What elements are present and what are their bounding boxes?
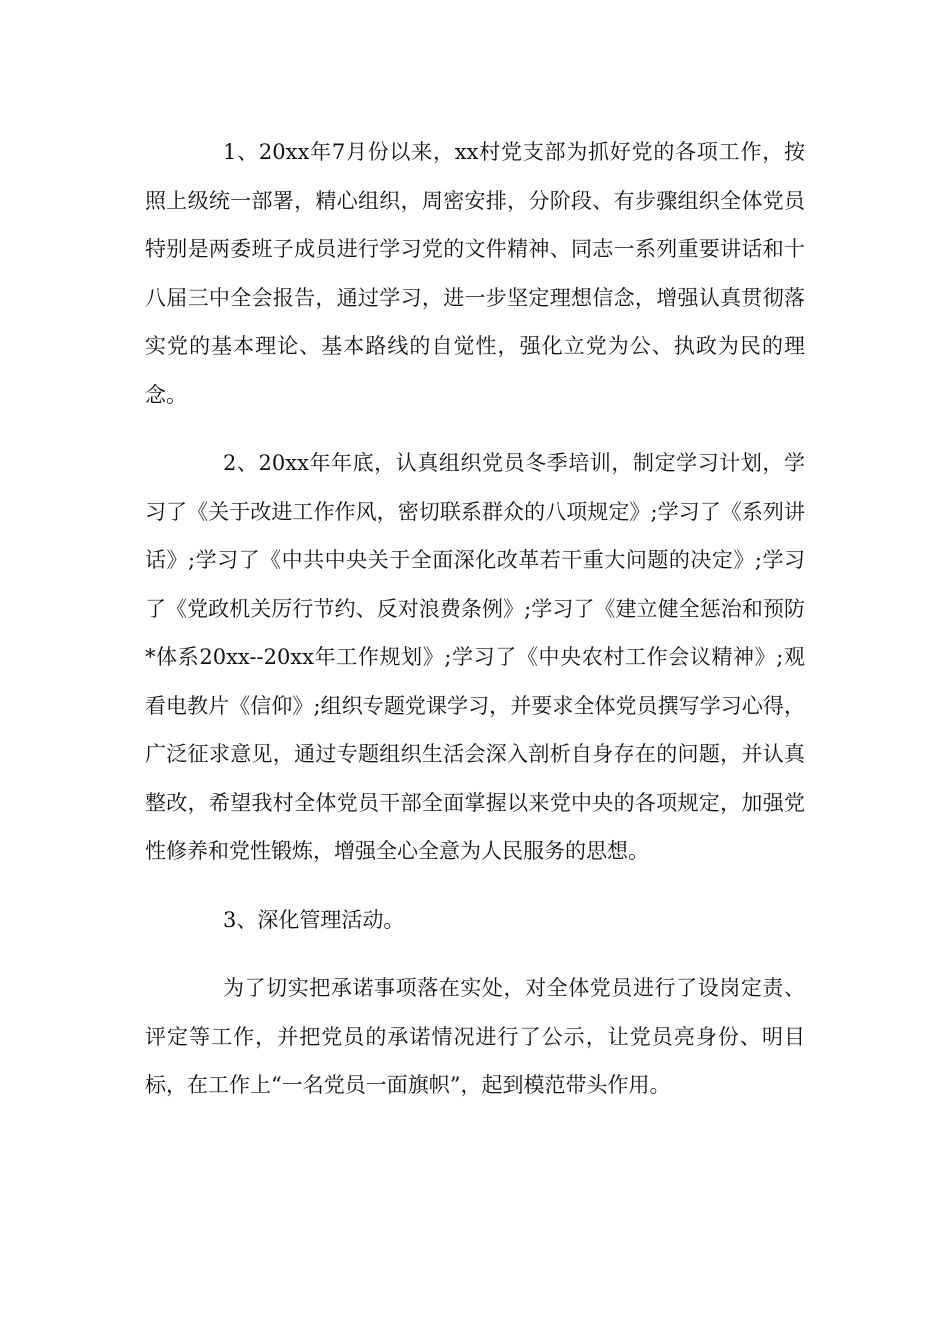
document-body (145, 128, 805, 1110)
paragraph-1: 1、20xx年7月份以来，xx村党支部为抓好党的各项工作，按照上级统一部署，精心组织，周密安排，分阶段、有步骤组织全体党员特别是两委班子成员进行学习党的文件精神、同志一系列重要讲话和十八届三中全会报告，通过学习，进一步坚定理想信念，增强认真贯彻落实党的基本理论、基本路线的自觉性，强化立党为公、执政为民的理念。 (145, 140, 805, 407)
paragraph-4: 为了切实把承诺事项落在实处，对全体党员进行了设岗定责、评定等工作，并把党员的承诺情况进行了公示，让党员亮身份、明目标，在工作上“一名党员一面旗帜”，起到模范带头作用。 (145, 976, 805, 1097)
paragraph-2: 2、20xx年年底，认真组织党员冬季培训，制定学习计划，学习了《关于改进工作作风，密切联系群众的八项规定》;学习了《系列讲话》;学习了《中共中央关于全面深化改革若干重大问题的决定》;学习了《党政机关厉行节约、反对浪费条例》;学习了《建立健全惩治和预防*体系20xx--20xx年工作规划》;学习了《中央农村工作会议精神》;观看电教片《信仰》;组织专题党课学习，并要求全体党员撰写学习心得，广泛征求意见，通过专题组织生活会深入剖析自身存在的问题，并认真整改，希望我村全体党员干部全面掌握以来党中央的各项规定，加强党性修养和党性锻炼，增强全心全意为人民服务的思想。 (145, 451, 805, 863)
paragraph-3: 3、深化管理活动。 (223, 907, 405, 932)
